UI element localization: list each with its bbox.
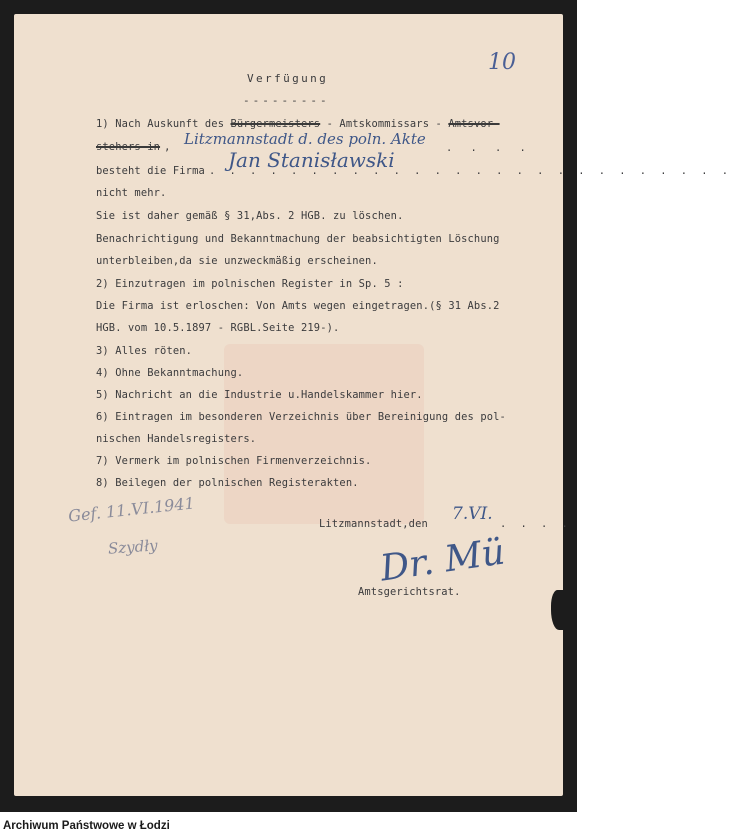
line-15: nischen Handelsregisters.: [96, 433, 257, 445]
dotted-fill-2: . . . . . . . . . . . . . . . . . . . . . . . . . .: [209, 165, 732, 177]
line-5: Sie ist daher gemäß § 31,Abs. 2 HGB. zu löschen.: [96, 210, 404, 222]
line-10: HGB. vom 10.5.1897 - RGBL.Seite 219-).: [96, 322, 340, 334]
line-2-struck: stehers in: [96, 141, 161, 153]
title-underline: ---------: [243, 94, 330, 107]
line-1: [96, 118, 500, 130]
line-16: 7) Vermerk im polnischen Firmenverzeichnis.: [96, 455, 372, 467]
signer-title: Amtsgerichtsrat.: [358, 586, 461, 598]
line-6: Benachrichtigung und Bekanntmachung der beabsichtigten Löschung: [96, 233, 500, 245]
line-14: 6) Eintragen im besonderen Verzeichnis über Bereinigung des pol-: [96, 411, 506, 423]
margin-note-initials: Szydły: [107, 536, 159, 558]
margin-note-date: Gef. 11.VI.1941: [67, 493, 196, 526]
archive-footer: [0, 812, 577, 840]
handwritten-firm-name: Jan Stanisławski: [228, 148, 395, 172]
line-3: besteht die Firma: [96, 165, 205, 177]
line-2: stehers in ,: [96, 141, 171, 153]
line-17: 8) Beilegen der polnischen Registerakten.: [96, 477, 359, 489]
line-8: 2) Einzutragen im polnischen Register in Sp. 5 :: [96, 278, 404, 290]
handwritten-location: Litzmannstadt d. des poln. Akte: [184, 130, 426, 148]
line-12: 4) Ohne Bekanntmachung.: [96, 367, 244, 379]
handwritten-date: 7.VI.: [452, 504, 493, 524]
line-13: 5) Nachricht an die Industrie u.Handelskammer hier.: [96, 389, 423, 401]
line-1-text-b: - Amtskommissars -: [320, 118, 449, 130]
page-number: 10: [488, 50, 516, 75]
signature: Dr. Mü: [377, 531, 508, 590]
line-4: nicht mehr.: [96, 187, 167, 199]
line-9: Die Firma ist erloschen: Von Amts wegen eingetragen.(§ 31 Abs.2: [96, 300, 500, 312]
line-1-struck-1: Bürgermeisters: [230, 118, 321, 130]
line-11: 3) Alles röten.: [96, 345, 193, 357]
page-tear: [551, 590, 567, 630]
line-7: unterbleiben,da sie unzweckmäßig erscheinen.: [96, 255, 378, 267]
place-date-line: Litzmannstadt,den: [319, 518, 428, 530]
archive-name: Archiwum Państwowe w Łodzi: [3, 820, 170, 832]
dotted-fill-3: . . . .: [500, 518, 572, 530]
dotted-fill-1: . . . .: [446, 142, 532, 154]
line-1-struck-2: Amtsvor-: [448, 118, 500, 130]
document-title: Verfügung: [247, 72, 329, 85]
line-1-text-a: 1) Nach Auskunft des: [96, 118, 231, 130]
